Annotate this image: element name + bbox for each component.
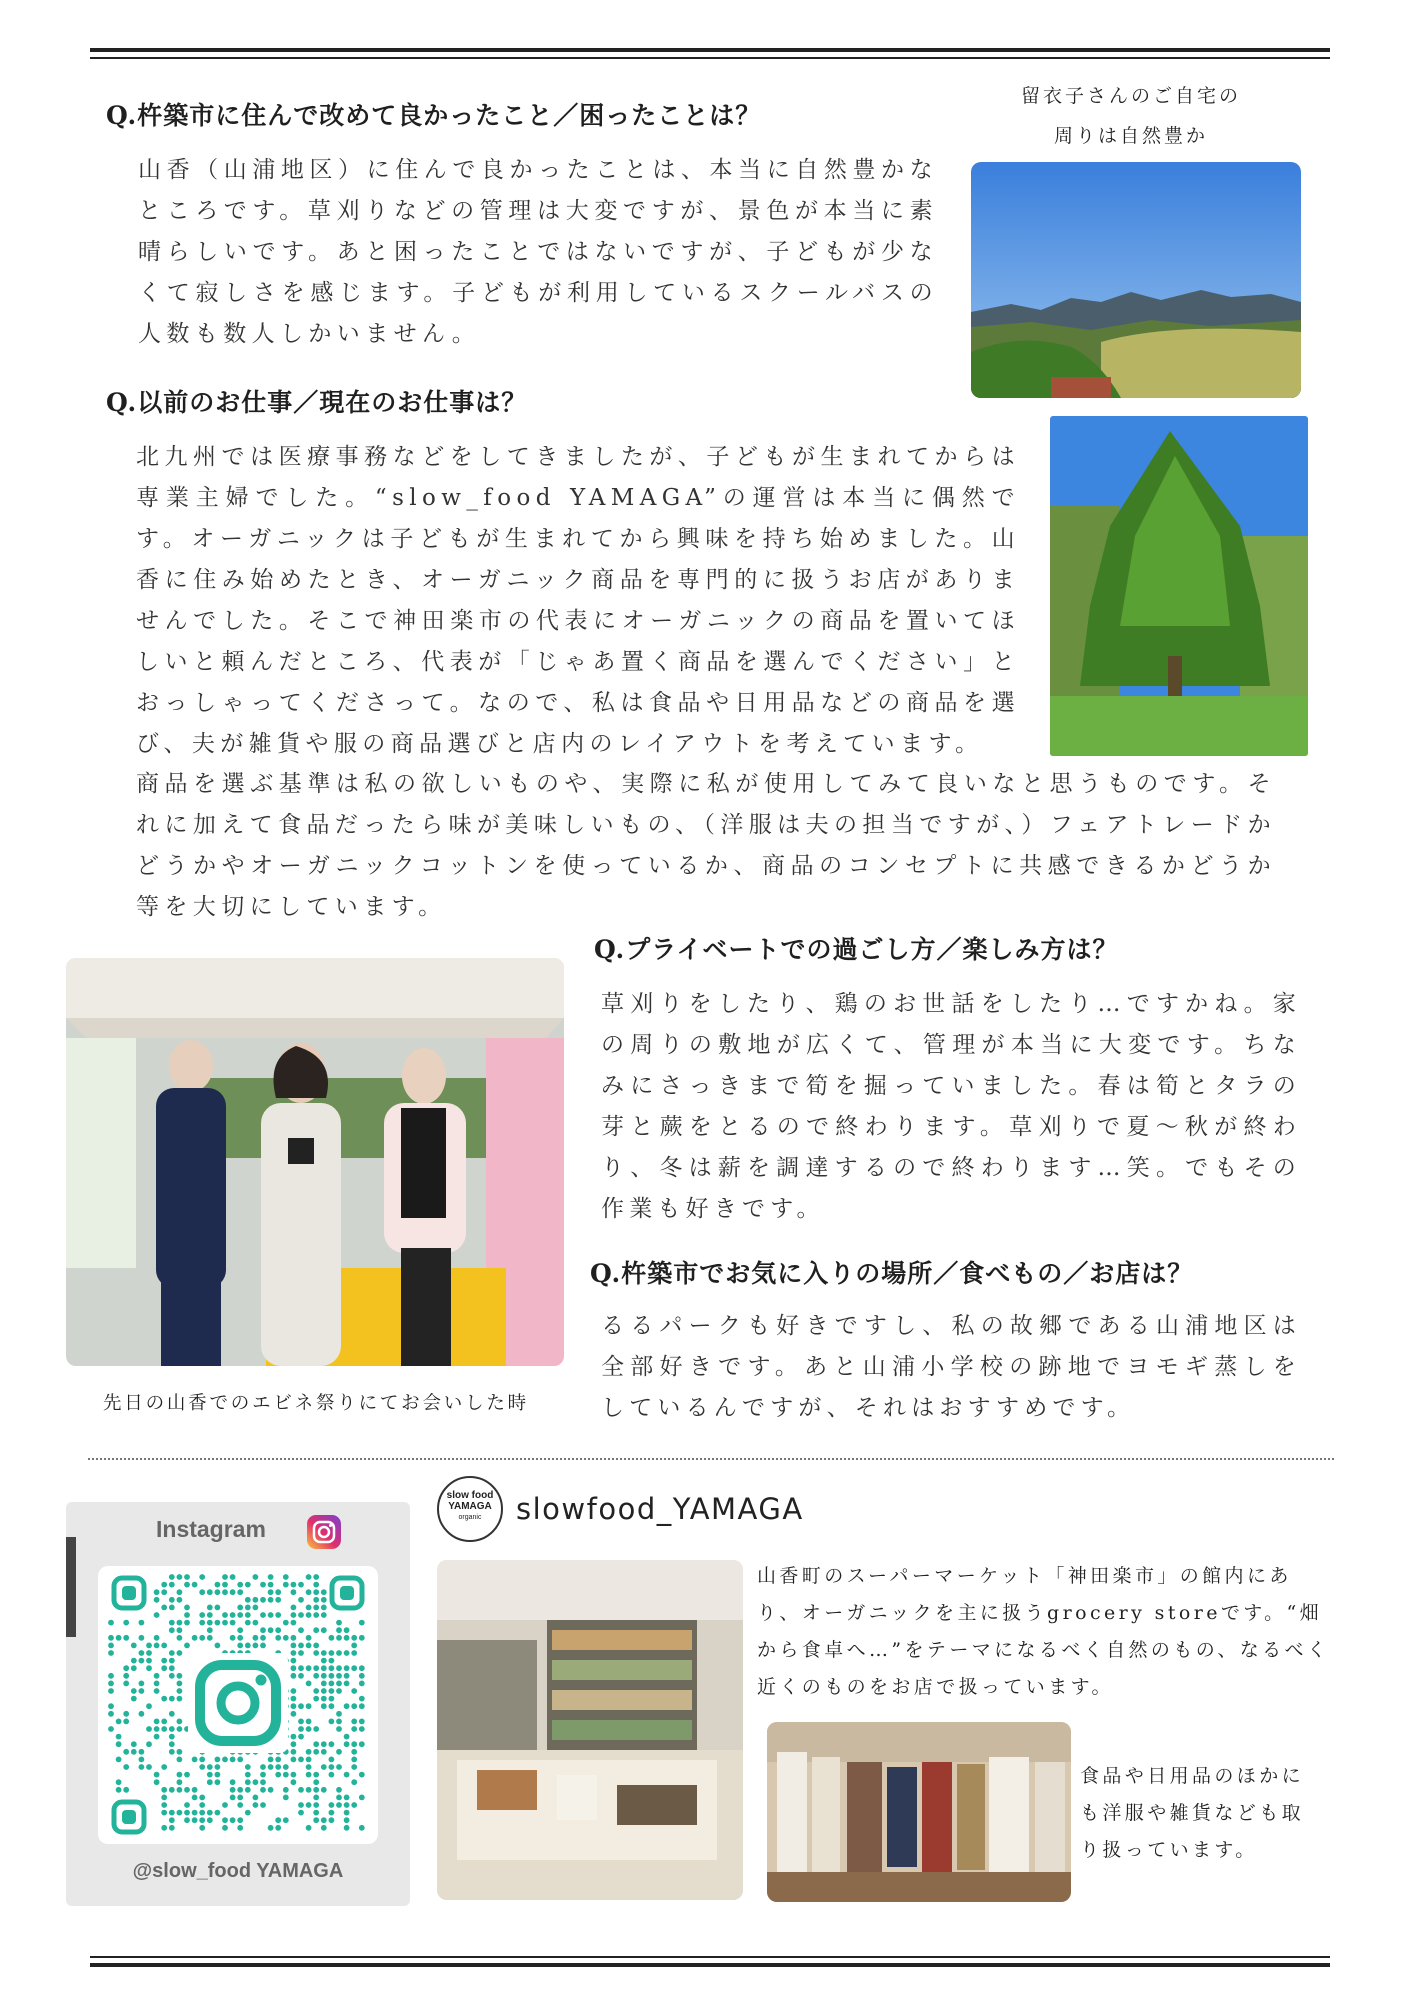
bottom-rule	[90, 1963, 1330, 1967]
store-name[interactable]: slowfood_YAMAGA	[516, 1492, 804, 1526]
instagram-icon[interactable]	[306, 1514, 342, 1550]
tree-photo	[1050, 416, 1308, 756]
instagram-handle[interactable]: @slow_food YAMAGA	[132, 1860, 344, 1882]
bottom-rule-thin	[90, 1956, 1330, 1958]
answer-text-4: るるパークも好きですし、私の故郷である山浦地区は全部好きです。あと山浦小学校の跡地でヨモギ蒸しをしているんですが、それはおすすめです。	[601, 1313, 1301, 1421]
landscape-photo	[971, 162, 1301, 398]
store-description: 山香町のスーパーマーケット「神田楽市」の館内にあり、オーガニックを主に扱うgrocery storeです。“畑から食卓へ…”をテーマになるべく自然のもの、なるべく近くのものをお店で扱っています。	[757, 1565, 1330, 1698]
answer-text-1: 山香（山浦地区）に住んで良かったことは、本当に自然豊かなところです。草刈りなどの管理は大変ですが、景色が本当に素晴らしいです。あと困ったことではないですが、子どもが少なくて寂しさを感じます。子どもが利用しているスクールバスの人数も数人しかいません。	[138, 157, 938, 347]
qr-code[interactable]	[98, 1566, 378, 1844]
clothing-photo	[767, 1722, 1071, 1902]
photo-caption-top: 留衣子さんのご自宅の 周りは自然豊か	[1020, 85, 1241, 147]
answer-text-3: 草刈りをしたり、鶏のお世話をしたり…ですかね。家の周りの敷地が広くて、管理が本当に大変です。ちなみにさっきまで筍を掘っていました。春は筍とタラの芽と蕨をとるので終わります。草刈りで夏〜秋が終わり、冬は薪を調達するので終わります…笑。でもその作業も好きです。	[601, 991, 1301, 1222]
store-logo: slow food YAMAGA organic	[437, 1476, 503, 1542]
instagram-title: Instagram	[156, 1516, 266, 1542]
top-rule	[90, 48, 1330, 52]
store-interior-photo	[437, 1560, 743, 1900]
festival-photo	[66, 958, 564, 1366]
store-description-2: 食品や日用品のほかにも洋服や雑貨なども取り扱っています。	[1080, 1765, 1305, 1861]
question-heading-2: Q.以前のお仕事／現在のお仕事は？	[106, 388, 528, 417]
answer-text-2a: 北九州では医療事務などをしてきましたが、子どもが生まれてからは専業主婦でした。“slow_food YAMAGA”の運営は本当に偶然です。オーガニックは子どもが生まれてから興味を持ち始めました。山香に住み始めたとき、オーガニック商品を専門的に扱うお店がありませんでした。そこで神田楽市の代表にオーガニックの商品を置いてほしいと頼んだところ、代表が「じゃあ置く商品を選んでください」とおっしゃってくださって。なので、私は食品や日用品などの商品を選び、夫が雑貨や服の商品選びと店内のレイアウトを考えています。	[136, 444, 1020, 757]
answer-text-2b: 商品を選ぶ基準は私の欲しいものや、実際に私が使用してみて良いなと思うものです。それに加えて食品だったら味が美味しいもの、（洋服は夫の担当ですが、）フェアトレードかどうかやオーガニックコットンを使っているか、商品のコンセプトに共感できるかどうか等を大切にしています。	[136, 771, 1276, 920]
dotted-separator	[88, 1458, 1334, 1460]
festival-photo-caption: 先日の山香でのエビネ祭りにてお会いした時	[102, 1393, 529, 1414]
question-heading-1: Q.杵築市に住んで改めて良かったこと／困ったことは？	[106, 101, 762, 130]
top-rule-thin	[90, 57, 1330, 59]
question-heading-4: Q.杵築市でお気に入りの場所／食べもの／お店は？	[590, 1259, 1194, 1288]
card-accent-bar	[66, 1537, 76, 1637]
question-heading-3: Q.プライベートでの過ごし方／楽しみ方は？	[594, 935, 1119, 964]
